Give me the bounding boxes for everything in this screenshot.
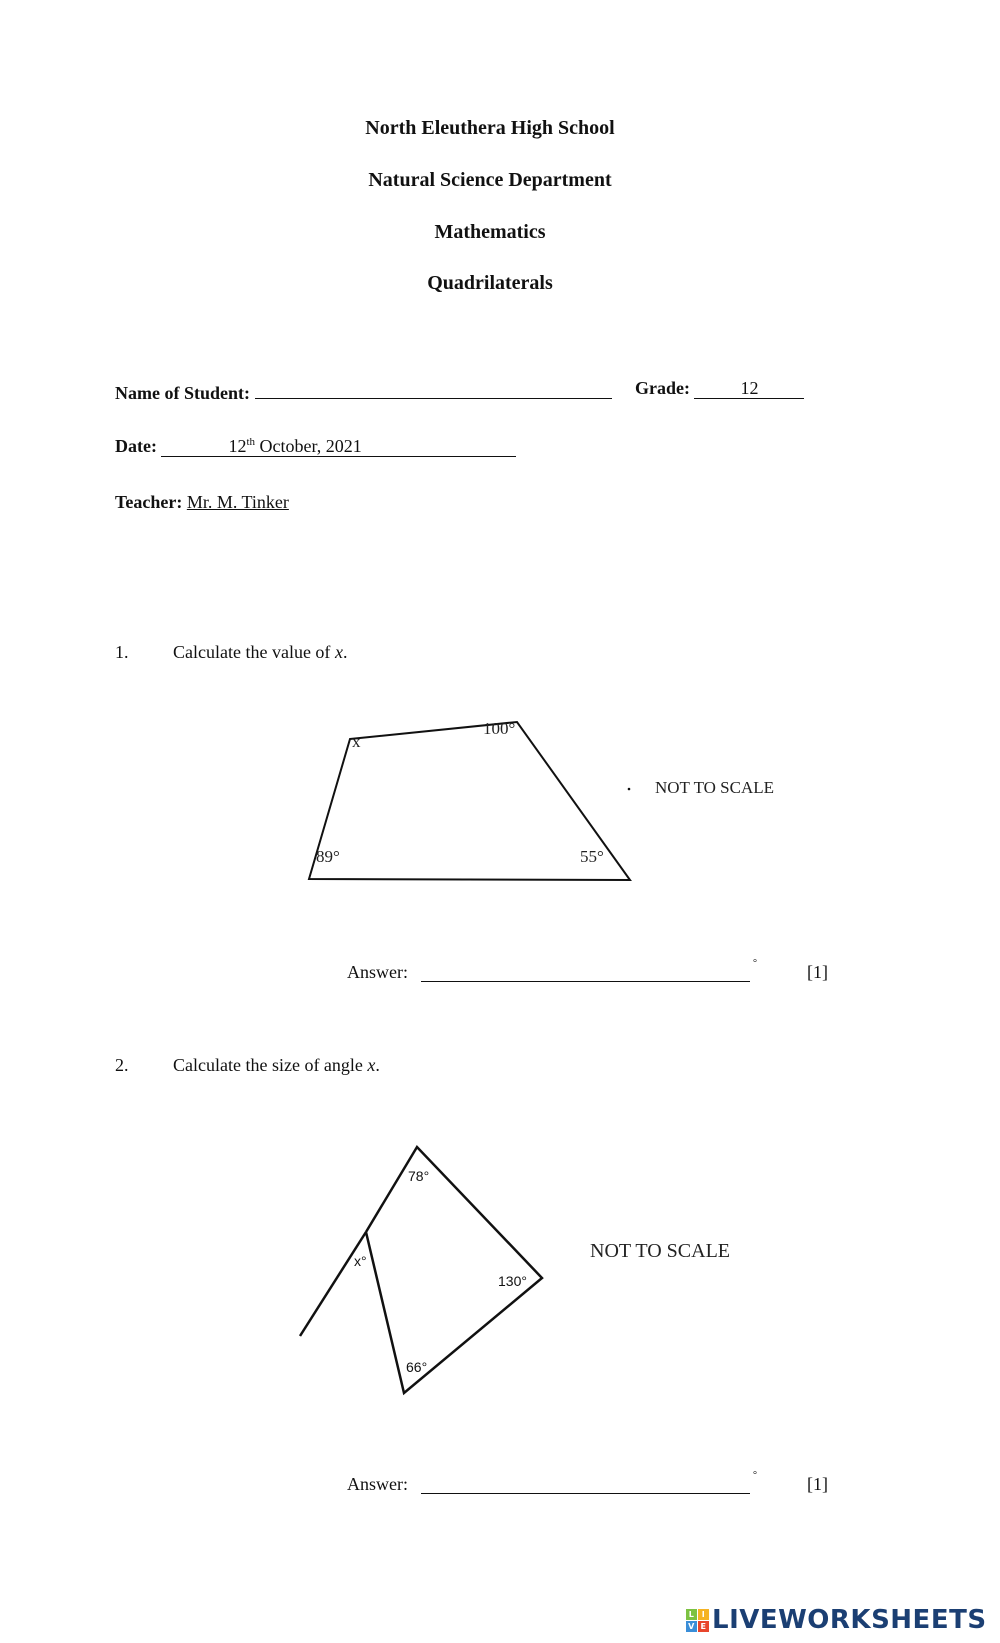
question-2-text [173, 1055, 380, 1076]
date-suffix: th [246, 436, 256, 448]
question-text: Calculate the size of angle [173, 1055, 368, 1075]
answer-2-label: Answer: [347, 1474, 408, 1494]
question-var: x [334, 642, 343, 662]
angle-89-label: 89° [316, 847, 340, 866]
grade-label: Grade: [635, 378, 690, 398]
logo-text: LIVEWORKSHEETS [712, 1605, 987, 1635]
angle-x-label: x° [354, 1253, 367, 1269]
angle-100-label: 100° [483, 719, 516, 738]
teacher-value: Mr. M. Tinker [186, 492, 289, 512]
angle-x-label: x [352, 732, 361, 751]
question-text: Calculate the value of [173, 642, 335, 662]
angle-66-label: 66° [406, 1359, 428, 1375]
angle-55-label: 55° [580, 847, 604, 866]
answer-1-input[interactable] [421, 980, 750, 982]
date-label: Date: [115, 436, 157, 456]
angle-130-label: 130° [498, 1273, 527, 1289]
logo-block: V [686, 1621, 697, 1632]
answer-2-input[interactable] [421, 1492, 750, 1494]
marks-2: [1] [807, 1474, 828, 1494]
marks-1: [1] [807, 962, 828, 982]
teacher-label: Teacher: [115, 492, 183, 512]
extended-side-line [300, 1232, 366, 1336]
question-end: . [342, 642, 348, 662]
stray-dot [628, 788, 631, 791]
question-1-number: 1. [115, 642, 129, 662]
liveworksheets-logo [686, 1605, 987, 1635]
quadrilateral-2 [366, 1147, 542, 1393]
question-2-number: 2. [115, 1055, 129, 1075]
grade-value: 12 [694, 378, 804, 399]
question-var: x [367, 1055, 376, 1075]
school-name: North Eleuthera High School [365, 117, 615, 139]
logo-block: E [698, 1621, 709, 1632]
topic-title: Quadrilaterals [427, 272, 553, 294]
logo-block: L [686, 1609, 697, 1620]
subject-title: Mathematics [434, 221, 546, 243]
date-rest: October, 2021 [259, 436, 362, 456]
not-to-scale-note: NOT TO SCALE [590, 1240, 731, 1262]
not-to-scale-note: NOT TO SCALE [655, 778, 775, 797]
logo-blocks-icon [686, 1609, 709, 1632]
degree-symbol: ° [753, 1470, 757, 1481]
question-end: . [375, 1055, 380, 1075]
logo-block: I [698, 1609, 709, 1620]
name-label: Name of Student: [115, 383, 250, 403]
department-name: Natural Science Department [368, 169, 612, 191]
degree-symbol: ° [753, 958, 757, 969]
answer-1-label: Answer: [347, 962, 408, 982]
date-day: 12 [228, 436, 247, 456]
angle-78-label: 78° [408, 1168, 430, 1184]
